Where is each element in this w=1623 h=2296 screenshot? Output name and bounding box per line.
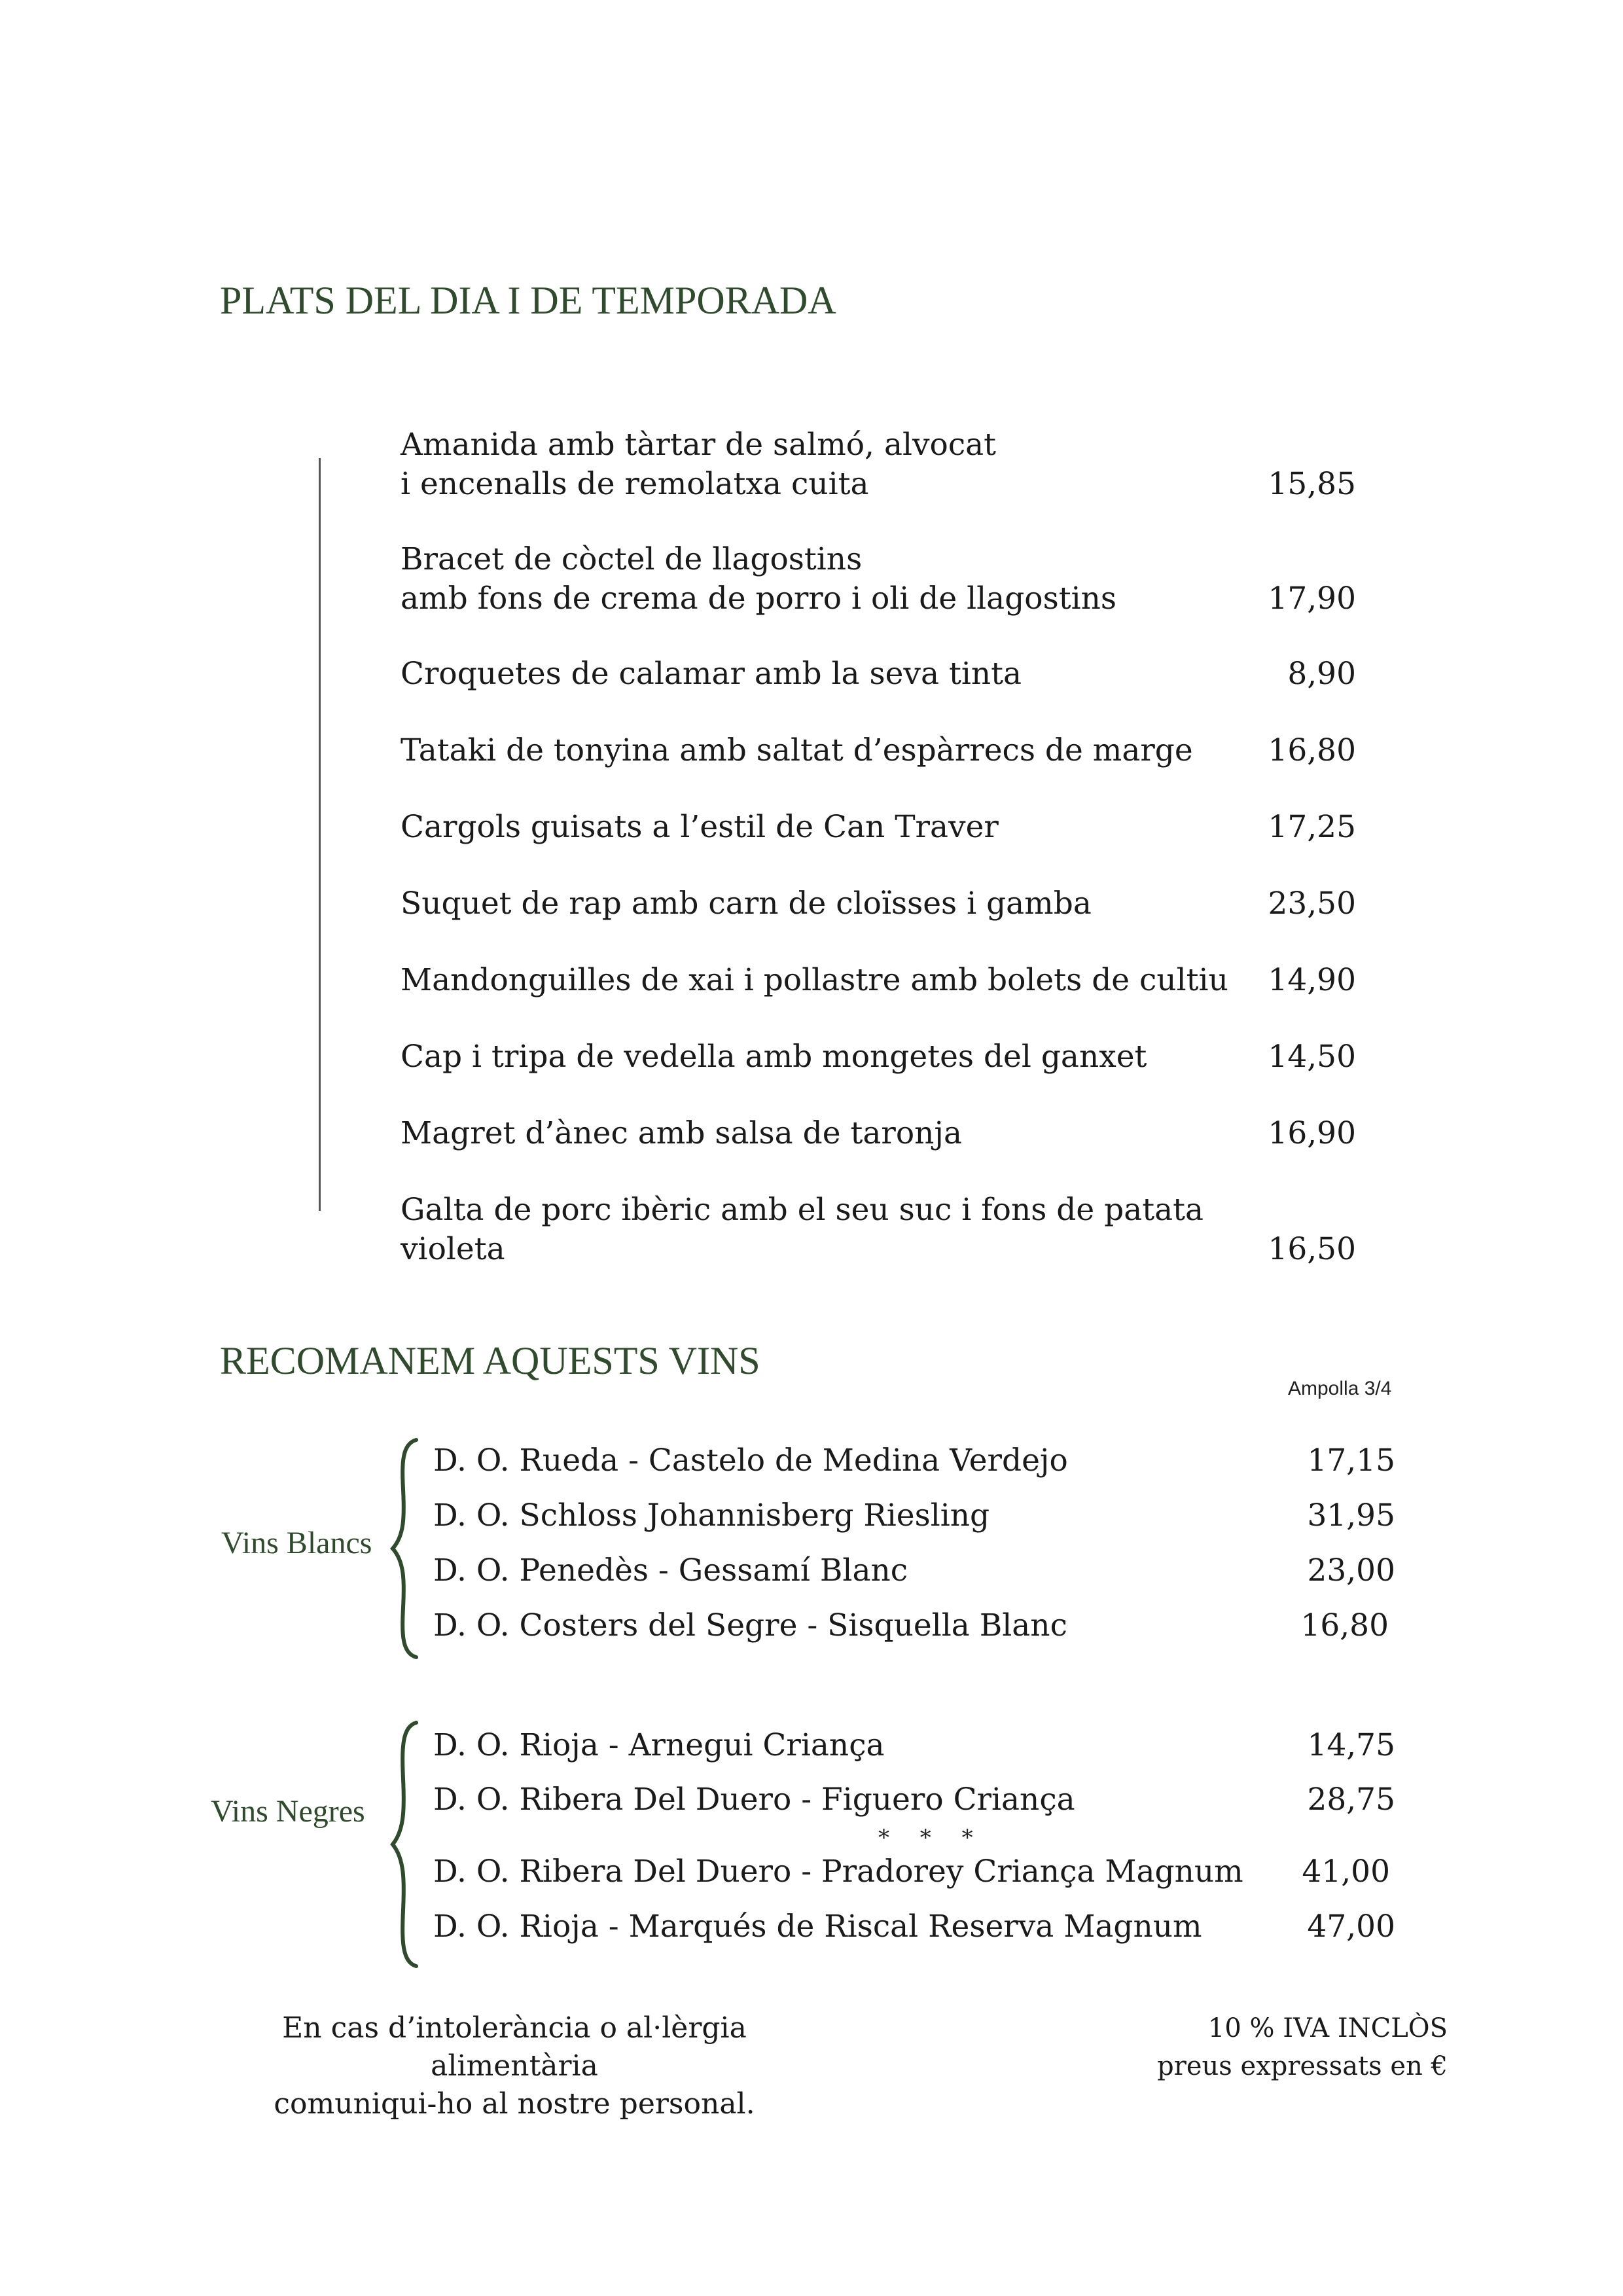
dish-name: Magret d’ànec amb salsa de taronja xyxy=(401,1115,962,1151)
white-wine-item xyxy=(433,1551,1395,1590)
currency-note: preus expressats en € xyxy=(1157,2051,1448,2081)
dish-price: 17,25 xyxy=(1268,809,1356,845)
dish-name: Cap i tripa de vedella amb mongetes del ganxet xyxy=(401,1039,1147,1075)
wine-name: D. O. Rueda - Castelo de Medina Verdejo xyxy=(433,1443,1068,1479)
allergy-line-2: comuniqui-ho al nostre personal. xyxy=(274,2087,755,2121)
dish-item xyxy=(401,655,1356,694)
dish-name: Mandonguilles de xai i pollastre amb bolets de cultiu xyxy=(401,962,1228,998)
dish-price: 17,90 xyxy=(1268,581,1356,617)
wine-name: D. O. Schloss Johannisberg Riesling xyxy=(433,1498,990,1534)
allergy-line-1: En cas d’intolerància o al·lèrgia alimentària xyxy=(282,2011,747,2083)
white-wine-item xyxy=(433,1496,1395,1535)
dish-name-line: Bracet de còctel de llagostins amb fons de crema de porro i oli de llagostins xyxy=(401,541,1117,617)
dish-item xyxy=(401,1191,1356,1269)
vat-included: 10 % IVA INCLÒS xyxy=(1207,2013,1448,2043)
dish-price: 14,50 xyxy=(1268,1039,1356,1075)
wines-section-title: RECOMANEM AQUESTS VINS xyxy=(220,1339,760,1382)
red-wine-item xyxy=(433,1726,1395,1765)
red-wines-brace-icon xyxy=(390,1720,419,1969)
dish-price: 23,50 xyxy=(1268,886,1356,922)
wine-price: 14,75 xyxy=(1307,1727,1395,1763)
wine-price: 23,00 xyxy=(1307,1552,1395,1588)
dish-name: Cargols guisats a l’estil de Can Traver xyxy=(401,809,999,845)
dish-item xyxy=(401,884,1356,924)
wine-price: 16,80 xyxy=(1300,1607,1389,1643)
price-notice xyxy=(1055,2009,1448,2085)
dish-item xyxy=(401,961,1356,1000)
dish-item xyxy=(401,808,1356,847)
dish-price: 16,80 xyxy=(1268,732,1356,768)
red-wine-item xyxy=(433,1907,1395,1946)
wine-price: 41,00 xyxy=(1302,1854,1390,1890)
dish-item xyxy=(401,1114,1356,1153)
white-wine-item xyxy=(433,1441,1395,1480)
wine-name: D. O. Rioja - Marqués de Riscal Reserva Magnum xyxy=(433,1909,1202,1945)
allergy-notice xyxy=(220,2009,809,2123)
wine-name: D. O. Penedès - Gessamí Blanc xyxy=(433,1552,908,1588)
dish-price: 16,90 xyxy=(1268,1115,1356,1151)
dish-price: 15,85 xyxy=(1268,466,1356,502)
dish-price: 14,90 xyxy=(1268,962,1356,998)
wine-price: 47,00 xyxy=(1307,1909,1395,1945)
red-wines-label: Vins Negres xyxy=(211,1794,365,1829)
red-wine-item xyxy=(433,1780,1395,1820)
bottle-size-label: Ampolla 3/4 xyxy=(1288,1378,1392,1399)
white-wine-item xyxy=(433,1606,1389,1645)
dish-name: Galta de porc ibèric amb el seu suc i fons de patata violeta xyxy=(401,1192,1204,1267)
wine-price: 31,95 xyxy=(1307,1498,1395,1534)
wine-name: D. O. Costers del Segre - Sisquella Blanc xyxy=(433,1607,1067,1643)
decorative-vertical-line xyxy=(319,458,321,1211)
dishes-section-title: PLATS DEL DIA I DE TEMPORADA xyxy=(220,279,836,322)
wine-name: D. O. Ribera Del Duero - Figuero Criança xyxy=(433,1782,1075,1818)
white-wines-brace-icon xyxy=(390,1437,419,1660)
wine-price: 28,75 xyxy=(1307,1782,1395,1818)
red-wine-item xyxy=(433,1852,1390,1892)
dish-item xyxy=(401,425,1356,504)
white-wines-label: Vins Blancs xyxy=(221,1526,372,1560)
dish-price: 16,50 xyxy=(1268,1231,1356,1267)
dish-item xyxy=(401,731,1356,770)
wine-name: D. O. Rioja - Arnegui Criança xyxy=(433,1727,885,1763)
dish-name: Suquet de rap amb carn de cloïsses i gamba xyxy=(401,886,1092,922)
dish-name: Tataki de tonyina amb saltat d’espàrrecs de marge xyxy=(401,732,1193,768)
dish-item xyxy=(401,540,1356,619)
wine-name: D. O. Ribera Del Duero - Pradorey Criança Magnum xyxy=(433,1854,1243,1890)
wine-separator: * * * xyxy=(878,1825,985,1851)
dish-price: 8,90 xyxy=(1287,656,1356,692)
dish-name: Croquetes de calamar amb la seva tinta xyxy=(401,656,1022,692)
dish-name-line: Amanida amb tàrtar de salmó, alvocat i encenalls de remolatxa cuita xyxy=(401,427,997,502)
dish-item xyxy=(401,1037,1356,1077)
wine-price: 17,15 xyxy=(1307,1443,1395,1479)
